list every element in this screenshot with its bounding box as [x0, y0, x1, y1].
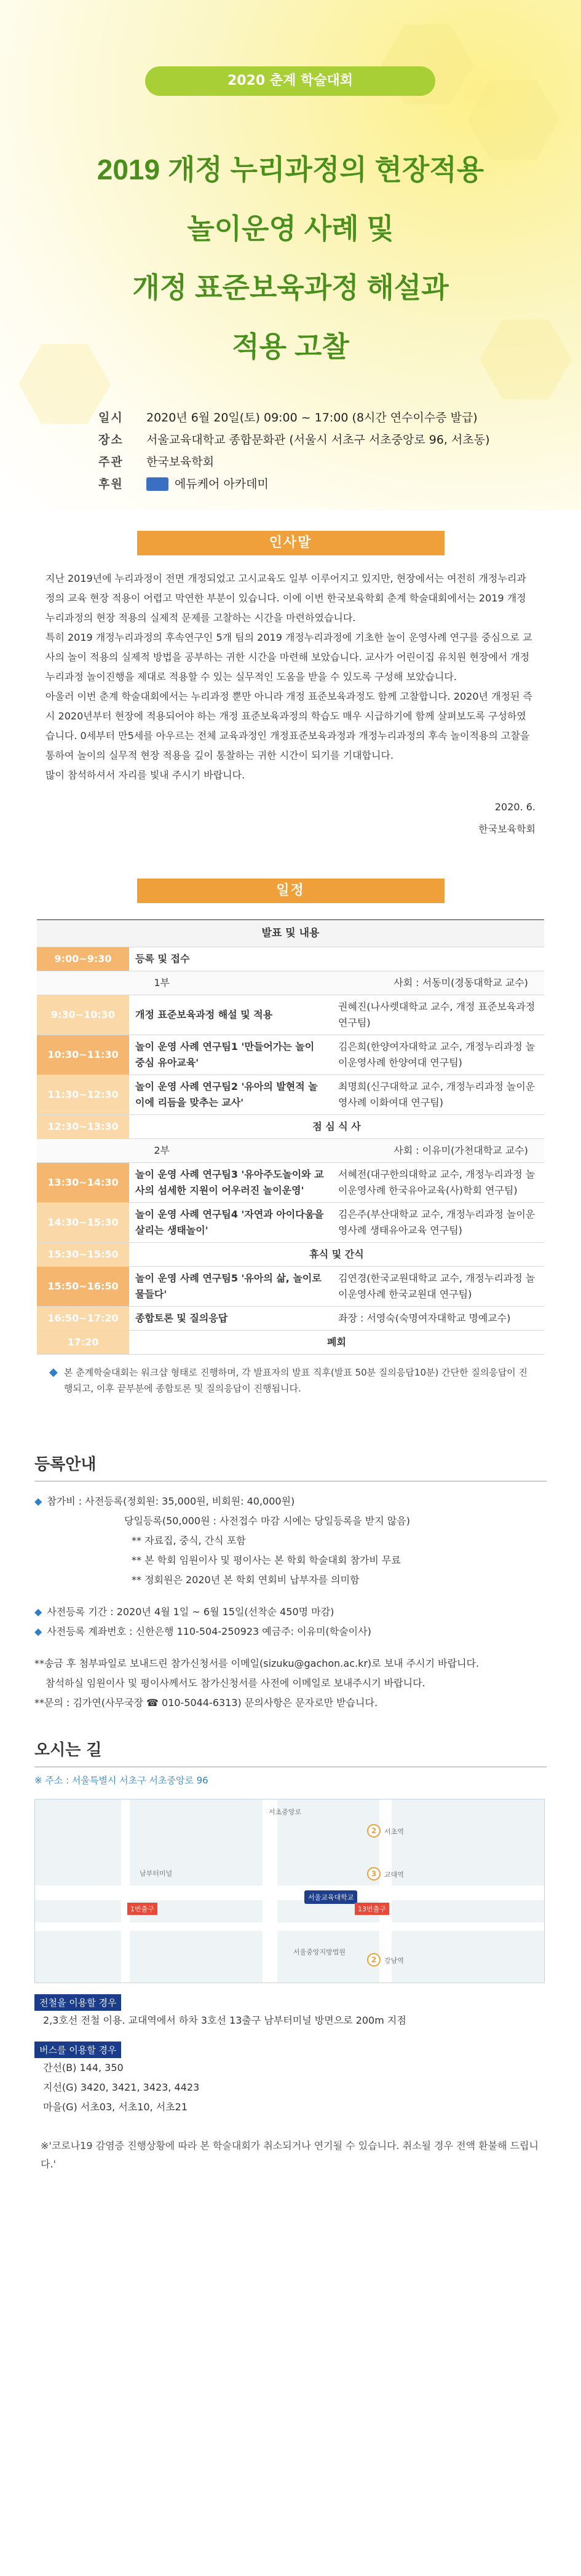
schedule-row: [37, 1075, 544, 1114]
location-map[interactable]: [34, 1799, 545, 1983]
schedule-row: [37, 1330, 544, 1354]
contact-line: **문의 : 김가연(사무국장 ☎ 010-5044-6313) 문의사항은 문자로만 받습니다.: [34, 1696, 378, 1709]
covid-notice: ※'코로나19 감염증 진행상황에 따라 본 학술대회가 취소되거나 연기될 수 있습니다. 취소될 경우 전액 환불해 드립니다.': [41, 2139, 539, 2170]
period-text: 사전등록 기간 : 2020년 4월 1일 ~ 6월 15일(선착순 450명 마감): [47, 1605, 334, 1618]
hero-banner: [0, 0, 581, 510]
program-cell: 놀이 운영 사례 연구팀2 '유아의 발현적 놀이에 리듬을 맞추는 교사': [129, 1075, 332, 1114]
line-2-icon: 2: [367, 1953, 381, 1967]
directions-title: 오시는 길: [34, 1737, 547, 1768]
break-label: 휴식 및 간식: [129, 1242, 544, 1266]
info-value: 서울교육대학교 종합문화관 (서울시 서초구 서초중앙로 96, 서초동): [146, 433, 490, 447]
schedule-row: [37, 1035, 544, 1075]
diamond-bullet-icon: ◆: [49, 1365, 58, 1379]
map-road: [35, 1885, 545, 1900]
section-header-greeting: 인사말: [137, 531, 445, 555]
fee-item: ** 자료집, 중식, 간식 포함: [132, 1534, 246, 1546]
greeting-paragraph: 많이 참석하셔서 자리를 빛내 주시기 바랍니다.: [45, 769, 245, 781]
info-value: 한국보육학회: [146, 455, 215, 469]
speaker-cell: 김은주(부산대학교 교수, 개정누리과정 놀이운영사례 생태유아교육 연구팀): [332, 1202, 544, 1242]
time-cell: 15:50~16:50: [37, 1266, 129, 1306]
registration-title: 등록안내: [34, 1452, 547, 1482]
info-key: 일시: [98, 410, 124, 425]
exit-marker: 1번출구: [127, 1903, 157, 1915]
diamond-bullet-icon: ◆: [34, 1495, 42, 1507]
chair-label: 사회 : 서동미(경동대학교 교수): [393, 976, 528, 989]
sponsor-logo-icon: [146, 477, 168, 491]
table-header: 발표 및 내용: [37, 920, 544, 947]
time-cell: 12:30~13:30: [37, 1114, 129, 1138]
diamond-bullet-icon: ◆: [34, 1605, 42, 1618]
program-cell: 놀이 운영 사례 연구팀3 '유아주도놀이와 교사의 섬세한 지원이 어우러진 놀이운영': [129, 1162, 332, 1202]
sponsor-value: [146, 475, 492, 491]
speaker-cell: 김연경(한국교원대학교 교수, 개정누리과정 놀이운영사례 한국교원대 연구팀): [332, 1266, 544, 1306]
registration-lines: [34, 1492, 547, 1713]
part-label: 2부: [154, 1144, 170, 1156]
time-cell: 10:30~11:30: [37, 1035, 129, 1075]
map-road: [121, 1799, 130, 1983]
bus-line: 지선(G) 3420, 3421, 3423, 4423: [43, 2081, 200, 2093]
diamond-bullet-icon: ◆: [34, 1625, 42, 1637]
line-3-icon: 3: [367, 1867, 381, 1881]
greeting-section: [0, 531, 581, 840]
map-road: [263, 1799, 277, 1983]
map-label: 서초중앙로: [269, 1807, 302, 1816]
greeting-paragraph: 아울러 이번 춘계 학술대회에서는 누리과정 뿐만 아니라 개정 표준보육과정도 함께 고찰합니다. 2020년 개정된 즉시 2020년부터 현장에 적용되어야 하는 개정 표준보육과정의 학습도 매우 시급하기에 함께 살펴보도록 구성하였습니다. 0세부터 만5세를 아우르는 전체 교육과정인 개정표준보육과정과 개정누리과정의 후속 놀이적용의 고찰을 통하여 놀이의 실무적 현장 적용을 깊이 통찰하는 귀한 시간이 되기를 기대합니다.: [45, 691, 532, 761]
exit-marker: 13번출구: [355, 1903, 389, 1915]
greeting-body: [0, 569, 581, 840]
schedule-row: [37, 947, 544, 971]
title-line: 2019 개정 누리과정의 현장적용: [97, 154, 484, 186]
schedule-row: [37, 1202, 544, 1242]
schedule-row: [37, 1306, 544, 1330]
schedule-row: [37, 1266, 544, 1306]
part-row-cell: [37, 1138, 544, 1162]
schedule-row: [37, 1242, 544, 1266]
info-row-sponsor: [98, 472, 492, 494]
program-cell: 등록 및 접수: [129, 947, 332, 971]
greeting-org: 한국보육학회: [478, 823, 536, 835]
fee-item: ** 정회원은 2020년 본 학회 연회비 납부자를 의미함: [132, 1573, 360, 1586]
schedule-row: [37, 1138, 544, 1162]
info-row-date: [98, 405, 492, 428]
speaker-cell: 권혜진(나사렛대학교 교수, 개정 표준보육과정 연구팀): [332, 995, 544, 1035]
time-cell: 9:00~9:30: [37, 947, 129, 971]
bus-line: 간선(B) 144, 350: [43, 2061, 124, 2073]
part-row-cell: [37, 971, 544, 995]
title-line: 적용 고찰: [232, 331, 349, 362]
email-note: **송금 후 첨부파일로 보내드린 참가신청서를 이메일(sizuku@gachon.ac.kr)로 보내 주시기 바랍니다.: [34, 1657, 480, 1669]
period-line: [34, 1602, 547, 1622]
info-row-host: [98, 450, 492, 472]
chair-label: 사회 : 이유미(가천대학교 교수): [393, 1144, 528, 1156]
sponsor-name: 에듀케어 아카데미: [175, 477, 269, 491]
schedule-row: [37, 995, 544, 1035]
info-value: 2020년 6월 20일(토) 09:00 ~ 17:00 (8시간 연수이수증 발급): [146, 410, 478, 425]
time-cell: 16:50~17:20: [37, 1306, 129, 1330]
subway-tag: 전철을 이용할 경우: [34, 1994, 121, 2011]
schedule-row: [37, 1114, 544, 1138]
account-text: 사전등록 계좌번호 : 신한은행 110-504-250923 예금주: 이유미(학술이사): [47, 1625, 371, 1637]
program-cell: 개정 표준보육과정 해설 및 적용: [129, 995, 332, 1035]
event-title: [0, 140, 581, 376]
title-line: 개정 표준보육과정 해설과: [132, 272, 449, 303]
time-cell: 15:30~15:50: [37, 1242, 129, 1266]
speaker-cell: [332, 947, 544, 971]
time-cell: 14:30~15:30: [37, 1202, 129, 1242]
section-header-schedule: 일정: [137, 879, 445, 903]
table-header-row: [37, 920, 544, 947]
info-key: 주관: [98, 455, 124, 469]
bus-tag: 버스를 이용할 경우: [34, 2042, 121, 2058]
map-label: 서울중앙지방법원: [293, 1948, 346, 1956]
program-cell: 놀이 운영 사례 연구팀5 '유아의 삶, 놀이로 물들다': [129, 1266, 332, 1306]
break-label: 점 심 식 사: [129, 1114, 544, 1138]
directions-section: [0, 1737, 581, 2174]
address-text: ※ 주소 : 서울특별시 서초구 서초중앙로 96: [34, 1774, 208, 1786]
schedule-note-text: 본 춘계학술대회는 워크샵 형태로 진행하며, 각 발표자의 발표 직후(발표 50분 질의응답10분) 간단한 질의응답이 진행되고, 이후 끝부분에 종합토론 및 질의응답이 진행됩니다.: [63, 1366, 528, 1394]
email-note-2: 참석하실 임원이사 및 평이사께서도 참가신청서를 사전에 이메일로 보내주시기 바랍니다.: [45, 1677, 425, 1689]
map-label: 남부터미널: [140, 1869, 173, 1877]
event-badge: 2020 춘계 학술대회: [145, 66, 435, 96]
program-cell: 놀이 운영 사례 연구팀4 '자연과 아이다움을 살리는 생태놀이': [129, 1202, 332, 1242]
speaker-cell: 최명희(신구대학교 교수, 개정누리과정 놀이운영사례 이화여대 연구팀): [332, 1075, 544, 1114]
speaker-cell: 서혜전(대구한의대학교 교수, 개정누리과정 놀이운영사례 한국유아교육(사)학회 연구팀): [332, 1162, 544, 1202]
time-cell: 13:30~14:30: [37, 1162, 129, 1202]
school-marker: 서울교육대학교: [304, 1890, 357, 1904]
info-key: 후원: [98, 477, 124, 491]
greeting-paragraph: 특히 2019 개정누리과정의 후속연구인 5개 팀의 2019 개정누리과정에 기초한 놀이 운영사례 연구를 중심으로 교사의 놀이 적용의 실제적 방법을 공부하는 귀한 시간을 마련해 보았습니다. 교사가 어린이집 유치원 현장에서 개정 누리과정 놀이진행을 제대로 적용할 수 있는 실무적인 도움을 받을 수 있도록 구성해 보았습니다.: [45, 632, 532, 683]
map-label: 교대역: [384, 1870, 404, 1879]
info-row-venue: [98, 428, 492, 450]
schedule-section: [0, 879, 581, 1396]
greeting-paragraph: 지난 2019년에 누리과정이 전면 개정되었고 고시교육도 일부 이루어지고 있지만, 현장에서는 여전히 개정누리과정의 교육 현장 적용이 어렵고 막연한 부분이 있습니다. 이에 이번 한국보육학회 춘계 학술대회에서는 2019 개정누리과정의 현장 적용의 실제적 문제를 고찰하는 시간을 마련하였습니다.: [45, 573, 526, 624]
greeting-date: 2020. 6.: [494, 801, 536, 813]
event-info: [98, 405, 492, 494]
speaker-cell: 좌장 : 서영숙(숙명여자대학교 명예교수): [332, 1306, 544, 1330]
break-label: 폐회: [129, 1330, 544, 1354]
greeting-signature: [45, 796, 536, 840]
schedule-row: [37, 1162, 544, 1202]
account-line: [34, 1622, 547, 1642]
registration-section: [0, 1452, 581, 1713]
fee-label: 참가비 : 사전등록(정회원: 35,000원, 비회원: 40,000원): [47, 1495, 295, 1507]
fee-line: [34, 1492, 547, 1511]
speaker-cell: 김은희(한양여자대학교 교수, 개정누리과정 놀이운영사례 한양여대 연구팀): [332, 1035, 544, 1075]
line-2-icon: 2: [367, 1824, 381, 1838]
time-cell: 11:30~12:30: [37, 1075, 129, 1114]
subway-info: 2,3호선 전철 이용. 교대역에서 하차 3호선 13출구 남부터미널 방면으로 200m 지점: [43, 2014, 406, 2026]
title-line: 놀이운영 사례 및: [187, 213, 394, 245]
program-cell: 놀이 운영 사례 연구팀1 '만들어가는 놀이 중심 유아교육': [129, 1035, 332, 1075]
time-cell: 17:20: [37, 1330, 129, 1354]
fee-onsite: 당일등록(50,000원 : 사전접수 마감 시에는 당일등록을 받지 않음): [124, 1514, 410, 1527]
bus-line: 마을(G) 서초03, 서초10, 서초21: [43, 2100, 188, 2113]
info-key: 장소: [98, 433, 124, 447]
schedule-table: [37, 919, 544, 1355]
map-label: 강남역: [384, 1956, 404, 1965]
map-road: [35, 1922, 545, 1931]
schedule-body: [37, 947, 544, 1354]
schedule-note: [49, 1364, 532, 1396]
part-label: 1부: [154, 976, 170, 989]
schedule-row: [37, 971, 544, 995]
program-cell: 종합토론 및 질의응답: [129, 1306, 332, 1330]
map-label: 서초역: [384, 1827, 404, 1836]
time-cell: 9:30~10:30: [37, 995, 129, 1035]
fee-item: ** 본 학회 임원이사 및 평이사는 본 학회 학술대회 참가비 무료: [132, 1554, 401, 1566]
